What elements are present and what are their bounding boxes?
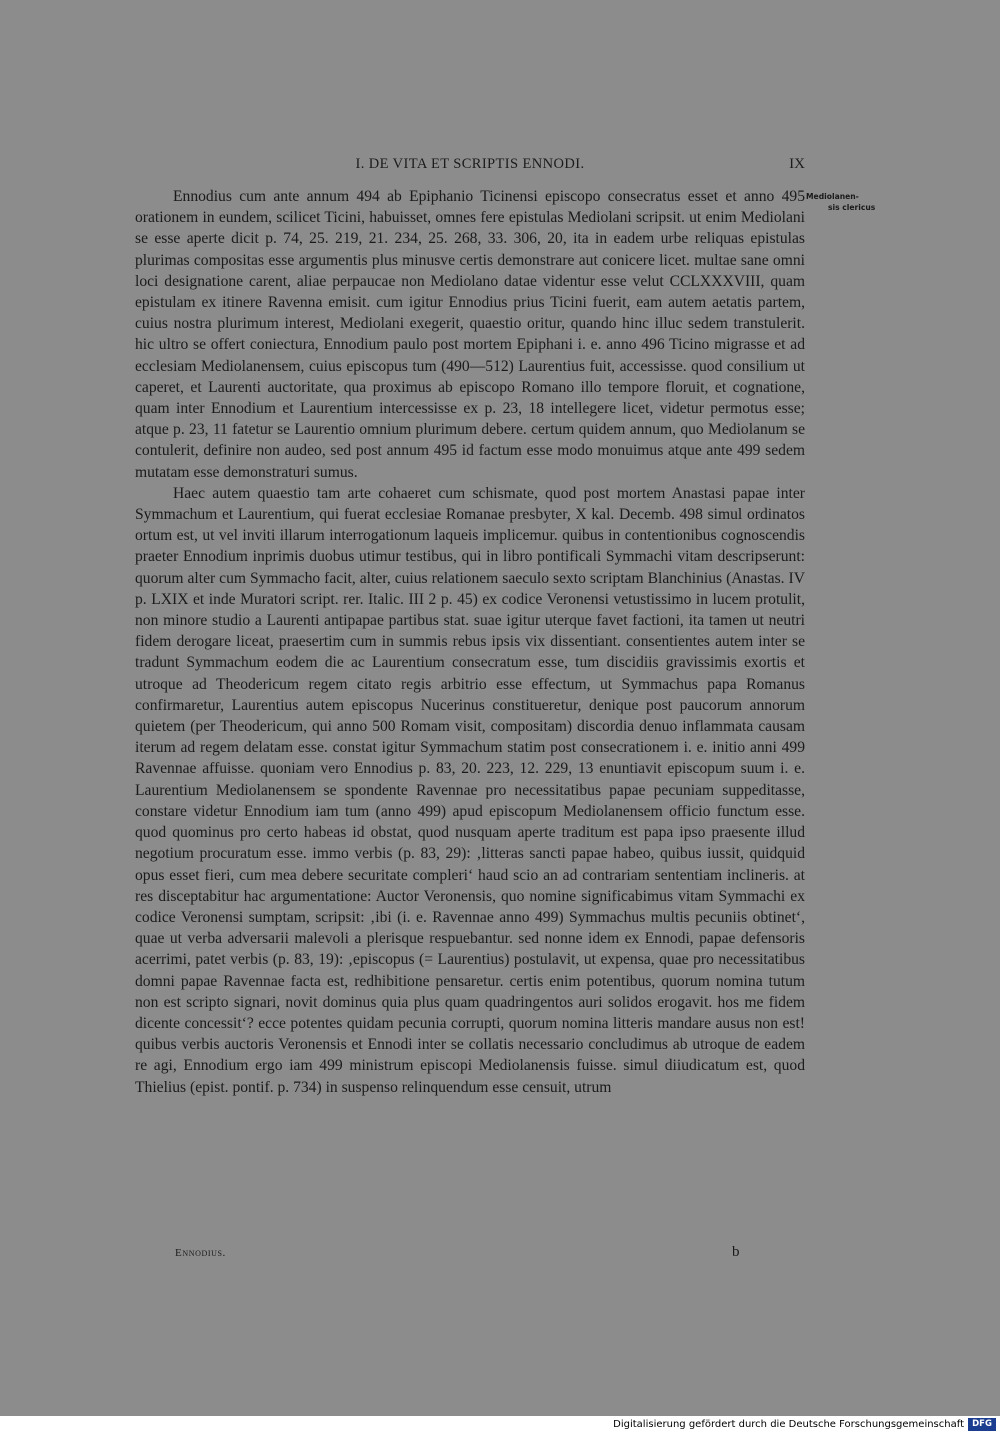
margin-note [806,191,880,213]
margin-note-line-1: Mediolanen- [806,192,859,201]
running-header [135,156,805,178]
gathering-mark: b [732,1244,740,1260]
margin-note-line-2: sis clericus [828,203,876,212]
paragraph-1: Ennodius cum ante annum 494 ab Epiphanio Ticinensi episcopo consecratus esset et anno 495 orationem in eundem, scilicet Ticini, habuisset, omnes fere epistulas Mediolani scripsit. ut enim Mediolani se esse aperte dicit p. 74, 25. 219, 21. 234, 25. 268, 33. 306, 20, ita in eadem urbe reliquas epistulas plurimas compositas esse argumentis plus minusve certis demonstrare aut conicere licet. multae sane omni loci designatione carent, aliae perpaucae non Mediolano datae videntur esse velut CCLXXXVIII, quam epistulam ex itinere Ravenna emisit. cum igitur Ennodius prius Ticini fuerit, eam autem aetatis partem, cuius nostra plurimum interest, Mediolani exegerit, quaestio oritur, quando hinc illuc sedem transtulerit. hic ultro se offert coniectura, Ennodium paulo post mortem Epiphani i. e. anno 496 Ticino migrasse et ad ecclesiam Mediolanensem, cuius episcopus tum (490—512) Laurentius fuit, accessisse. quod consilium ut caperet, et Laurenti auctoritate, qua proximus ab episcopo Romano illo tempore floruit, et cognatione, quam inter Ennodium et Laurentium intercessisse ex p. 23, 18 intellegere licet, videtur permotus esse; atque p. 23, 11 fatetur se Laurentio omnium plurimum debere. certum quidem annum, quo Mediolanum se contulerit, definire non audeo, sed post annum 495 id factum esse modo monuimus atque ante 499 sedem mutatam esse demonstraturi sumus. [135,188,805,481]
page-number: IX [789,156,805,172]
credit-bar [0,1416,1000,1434]
dfg-logo: DFG [968,1418,996,1431]
paragraph-2: Haec autem quaestio tam arte cohaeret cum schismate, quod post mortem Anastasi papae inter Symmachum et Laurentium, qui fuerat ecclesiae Romanae presbyter, X kal. Decemb. 498 simul ordinatos ortum est, ut vel inviti illarum interrogationum laqueis implicemur. quibus in contentionibus cognoscendis praeter Ennodium inprimis duobus utimur testibus, qui in libro pontificali Symmachi vitam descripserunt: quorum alter cum Symmacho facit, alter, cuius relationem saeculo sexto scriptam Blanchinius (Anastas. IV p. LXIX et inde Muratori script. rer. Italic. III 2 p. 45) ex codice Veronensi vetustissimo in lucem protulit, non minore studio a Laurenti antipapae partibus stat. suae igitur uterque favet factioni, ita tamen ut neutri fidem derogare liceat, praesertim cum in summis rebus ipsis vix dissentiant. consentientes autem inter se tradunt Symmachum eodem die ac Laurentium consecratum esse, tum discidiis gravissimis exortis et utroque ad Theodericum regem citato regis arbitrio esse effectum, ut Symmachus papa Romanus confirmaretur, Laurentius autem episcopus Nucerinus constitueretur, denique post paucorum annorum quietem (per Theodericum, qui anno 500 Romam visit, compositam) discordia denuo inflammata causam iterum ad regem delatam esse. constat igitur Symmachum statim post consecrationem i. e. initio anni 499 Ravennae affuisse. quoniam vero Ennodius p. 83, 20. 223, 12. 229, 13 enuntiavit episcopum suum i. e. Laurentium Mediolanensem se spondente Ravennae pro necessitatibus papae pecuniam suppeditasse, constare videtur Ennodium iam tum (anno 499) apud episcopum Mediolanensem officio functum esse. quod quominus pro certo habeas id obstat, quod nusquam aperte traditum est papa ipso praesente illud negotium procuratum esse. immo verbis (p. 83, 29): ‚litteras sancti papae habeo, quibus iussit, quidquid opus esset fieri, cum mea debere securitate compleri‘ haud scio an ad contrariam sententiam inclineris. at res disceptabitur hac argumentatione: Auctor Veronensis, quo nomine significabimus vitam Symmachi ex codice Veronensi sumptam, scripsit: ‚ibi (i. e. Ravennae anno 499) Symmachus multis pecuniis obtinet‘, quae ut verba adversarii malevoli a plerisque respuebantur. sed nonne idem ex Ennodi, papae defensoris acerrimi, patet verbis (p. 83, 19): ‚episcopus (= Laurentius) postulavit, ut expensa, quae pro necessitatibus domni papae Ravennae facta est, redhibitione pensaretur. certis enim potentibus, quorum nomina tutum non est scripto signari, novit dominus quia plus quam quadringentos auri solidos erogavit. hos me fidem dicente concessit‘? ecce potentes quidam pecunia corrupti, quorum nomina litteris mandare ausus non est! quibus verbis auctoris Veronensis et Ennodi inter se collatis necessario concludimus ab utroque de eadem re agi, Ennodium ergo iam 499 ministrum episcopi Mediolanensis fuisse. simul diiudicatum est, quod Thielius (epist. pontif. p. 734) in suspenso relinquendum esse censuit, utrum [135,484,805,1096]
funding-credit: Digitalisierung gefördert durch die Deutsche Forschungsgemeinschaft [613,1419,964,1430]
page-footer [135,1244,805,1267]
signature-mark: Ennodius. [175,1247,226,1259]
body-text [135,186,805,1098]
running-title: I. DE VITA ET SCRIPTIS ENNODI. [355,156,585,172]
